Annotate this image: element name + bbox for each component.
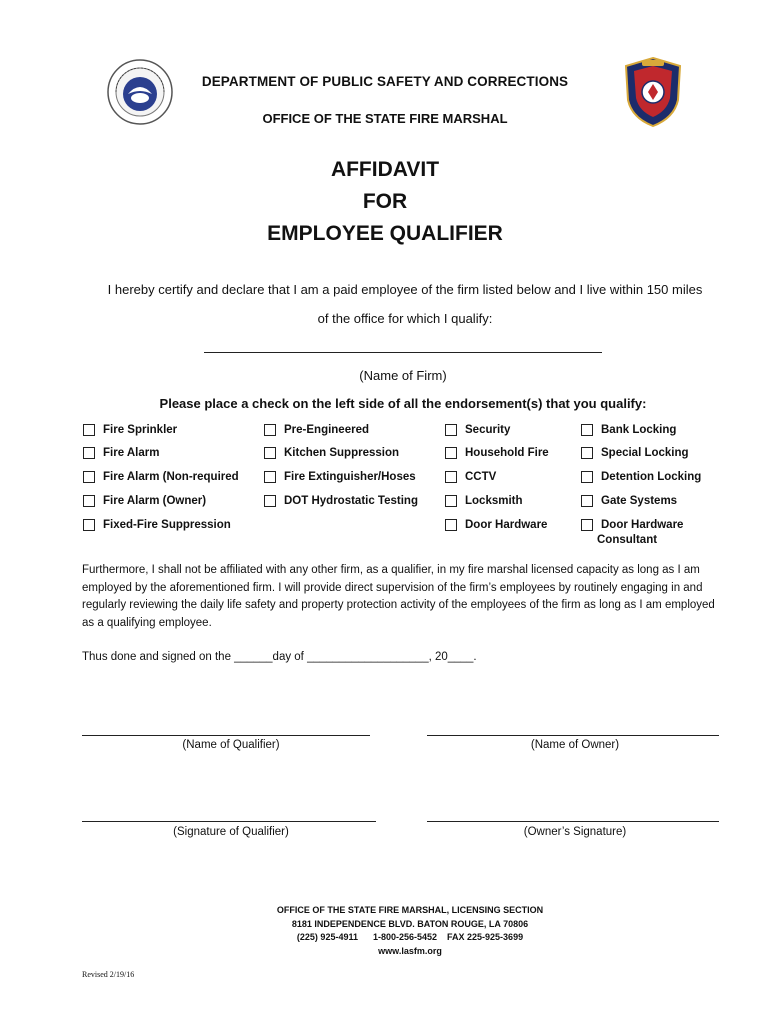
signed-date-line: Thus done and signed on the ______day of ___________________, 20____. (82, 651, 477, 663)
revised-date: Revised 2/19/16 (82, 970, 135, 979)
checkbox-security[interactable]: Security (445, 423, 510, 438)
intro-line-1: I hereby certify and declare that I am a paid employee of the firm listed below and I live within 150 miles (107, 282, 703, 297)
checkbox-special-locking[interactable]: Special Locking (581, 446, 689, 461)
door-hardware-consultant-label-line2: Consultant (597, 534, 658, 546)
title-affidavit: AFFIDAVIT (330, 158, 440, 181)
checkbox-box[interactable] (445, 519, 457, 531)
checkbox-box[interactable] (264, 495, 276, 507)
checkbox-door-hardware[interactable]: Door Hardware (445, 518, 547, 533)
department-heading: DEPARTMENT OF PUBLIC SAFETY AND CORRECTIONS (201, 74, 569, 89)
signature-of-qualifier-line[interactable] (82, 821, 376, 822)
checkbox-locksmith[interactable]: Locksmith (445, 494, 523, 509)
intro-line-2: of the office for which I qualify: (317, 311, 493, 326)
checkbox-box[interactable] (581, 447, 593, 459)
checkbox-box[interactable] (581, 424, 593, 436)
checkbox-box[interactable] (83, 519, 95, 531)
checkbox-household-fire[interactable]: Household Fire (445, 446, 549, 461)
checkbox-fire-extinguisher-hoses[interactable]: Fire Extinguisher/Hoses (264, 470, 416, 485)
checkbox-box[interactable] (445, 447, 457, 459)
signature-of-qualifier-label: (Signature of Qualifier) (173, 826, 289, 838)
checkbox-bank-locking[interactable]: Bank Locking (581, 423, 676, 438)
footer-address (0, 904, 770, 958)
office-heading: OFFICE OF THE STATE FIRE MARSHAL (262, 111, 508, 126)
checkbox-door-hardware-consultant[interactable]: Door Hardware (581, 518, 683, 533)
checkbox-box[interactable] (83, 495, 95, 507)
checkbox-cctv[interactable]: CCTV (445, 470, 496, 485)
title-employee-qualifier: EMPLOYEE QUALIFIER (267, 222, 503, 245)
checkbox-box[interactable] (83, 471, 95, 483)
checkbox-box[interactable] (445, 471, 457, 483)
name-of-qualifier-label: (Name of Qualifier) (182, 739, 280, 751)
checkbox-fixed-fire-suppression[interactable]: Fixed-Fire Suppression (83, 518, 231, 533)
checkbox-box[interactable] (83, 424, 95, 436)
endorsement-instruction: Please place a check on the left side of all the endorsement(s) that you qualify: (159, 396, 647, 411)
footer-website-link[interactable]: www.lasfm.org (378, 945, 442, 956)
checkbox-fire-sprinkler[interactable]: Fire Sprinkler (83, 423, 177, 438)
checkbox-box[interactable] (445, 424, 457, 436)
checkbox-box[interactable] (445, 495, 457, 507)
checkbox-fire-alarm[interactable]: Fire Alarm (83, 446, 159, 461)
checkbox-box[interactable] (581, 471, 593, 483)
checkbox-box[interactable] (264, 471, 276, 483)
checkbox-fire-alarm-non-required[interactable]: Fire Alarm (Non-required (83, 470, 239, 485)
footer-line-2: 8181 INDEPENDENCE BLVD. BATON ROUGE, LA 70806 (291, 918, 529, 929)
checkbox-kitchen-suppression[interactable]: Kitchen Suppression (264, 446, 399, 461)
owner-signature-line[interactable] (427, 821, 719, 822)
firm-name-line[interactable] (204, 352, 602, 353)
name-of-owner-line[interactable] (427, 735, 719, 736)
checkbox-box[interactable] (581, 495, 593, 507)
checkbox-box[interactable] (264, 447, 276, 459)
checkbox-dot-hydrostatic-testing[interactable]: DOT Hydrostatic Testing (264, 494, 418, 509)
name-of-qualifier-line[interactable] (82, 735, 370, 736)
footer-line-3: (225) 925-4911 1-800-256-5452 FAX 225-925-3699 (296, 932, 524, 942)
name-of-owner-label: (Name of Owner) (530, 739, 620, 751)
footer-line-1: OFFICE OF THE STATE FIRE MARSHAL, LICENSING SECTION (276, 905, 544, 915)
affiliation-paragraph: Furthermore, I shall not be affiliated with any other firm, as a qualifier, in my fire marshal licensed capacity as long as I am employed by the aforementioned firm. I will provide direct supervision of the firm’s employees by routinely engaging in and regularly reviewing the daily life safety and property protection activity of the employees of the firm as long as I am employed as a qualifying employee. (82, 564, 715, 629)
checkbox-gate-systems[interactable]: Gate Systems (581, 494, 677, 509)
checkbox-detention-locking[interactable]: Detention Locking (581, 470, 701, 485)
checkbox-pre-engineered[interactable]: Pre-Engineered (264, 423, 369, 438)
checkbox-box[interactable] (83, 447, 95, 459)
firm-name-label: (Name of Firm) (359, 368, 447, 383)
owner-signature-label: (Owner’s Signature) (523, 826, 627, 838)
checkbox-box[interactable] (581, 519, 593, 531)
checkbox-fire-alarm-owner[interactable]: Fire Alarm (Owner) (83, 494, 206, 509)
checkbox-box[interactable] (264, 424, 276, 436)
title-for: FOR (362, 190, 408, 213)
